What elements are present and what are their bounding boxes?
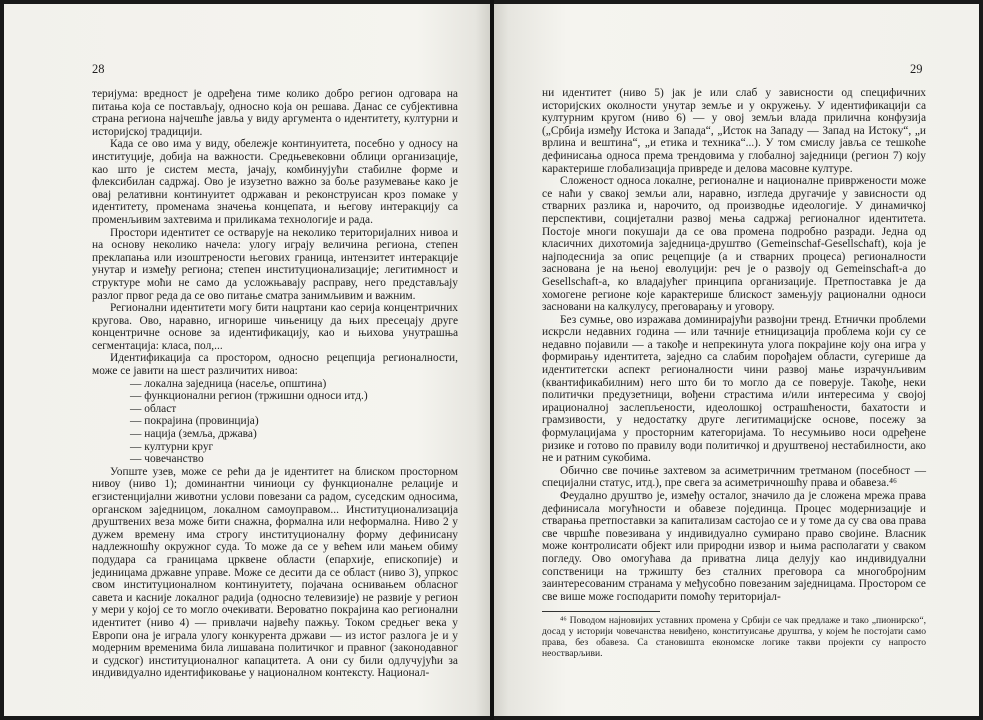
paragraph: Без сумње, ово изражава доминирајући развојни тренд. Етнички проблеми искрсли недавних година — или тачније етницизација проблема који су се недавно појавили — а такође и непрекинута улога покрајине коју она игра у формирању идентитета, заједно са слабим порођајем области, сугерише да идентитетски аспект регионалности чини развој мање израчунљивим (квантификабилним) него што би то могло да се поверује. Такође, неки политички предузетници, вођени страстима и/или интересима у својој ирационалној заслепљености, идеолошкој острашћености, бахатости и грамзивости, у недостатку друге легитимацијске основе, посежу за формулацијама у просторним категоријама. То несумњиво носи одређене ризике и готово по правилу води политичкој и друштвеној нестабилности, ако не и ратним сукобима. [542, 313, 926, 465]
right-page-text [542, 87, 926, 660]
paragraph: Регионални идентитети могу бити нацртани као серија концентричних кругова. Ово, наравно, игнорише чињеницу да њих пресецају друге концентричне основе за идентификацију, као и њихова унутрашња сегментација: класа, пол,... [92, 302, 458, 352]
list-item: — функционални регион (тржишни односи итд.) [130, 390, 458, 403]
list-item: — покрајина (провинција) [130, 415, 458, 428]
page-number: 28 [92, 62, 105, 76]
list-item: — човечанство [130, 453, 458, 466]
paragraph: Феудално друштво је, између осталог, значило да је сложена мрежа права дефинисала могућности и обавезе појединца. Процес модернизације и стварања претпоставки за капитализам састојао се и у томе да су сва ова права све чвршће повезивана у индивидуално сумирано право својине. Власник може контролисати објект или природни извор и њима располагати у сваком погледу. Ово омогућава да приватна лица делују као индивидуални сопственици на тржишту без сталних преговора са многобројним заинтересованим странама у међусобно повезаним заједницама. Простором се све више може господарити помоћу територијал- [542, 490, 926, 603]
list-item: — нација (земља, држава) [130, 428, 458, 441]
paragraph: Уопште узев, може се рећи да је идентитет на блиском просторном нивоу (ниво 1); доминантни чиниоци су функционалне релације и егзистенцијални животни услови повезани са радом, суседским односима, органском заједницом, локалном самоуправом... Институционализација друштвених веза може бити снажна, формална или неформална. Ниво 2 у дужем времену има строгу институционалну форму дефинисану надлежношћу окружног суда. То може да се у већем или мањем обиму подудара са границама црквене области (епархије, епископије) и јединицама државне управе. Може се десити да се област (ниво 3), упркос свом институционалном континуитету, појачана оснивањем обласног савета и касније локалног радија (односно телевизије) не развије у регион у мери у којој се то могло очекивати. Вероватно покрајина као регионални идентитет (ниво 4) — привлачи највећу пажњу. Током средњег века у Европи она је играла улогу конкурента држави — из истог разлога је и у модерним временима била лишавана политичког и правног (законодавног и судског) институционалног капацитета. А они су били одлучујући за индивидуално идентификовање у националном контексту. Национал- [92, 465, 458, 680]
list-item: — локална заједница (насеље, општина) [130, 378, 458, 391]
left-page-text [92, 88, 458, 680]
list-item: — област [130, 403, 458, 416]
paragraph: Када се ово има у виду, обележје континуитета, посебно у односу на институције, добија на важности. Средњевековни облици организације, као што је систем места, јачају, комбинујући стабилне форме и флексибилан садржај. Ово је изузетно важно за боље разумевање како је овај релативни континуитет одржаван и реконструисан кроз помаке у идентитету, променама значења концепата, и његову интеракцију са променљивим захтевима и приликама технологије и рада. [92, 138, 458, 226]
paragraph: Идентификација са простором, односно рецепција регионалности, може се јавити на шест различитих нивоа: [92, 352, 458, 378]
paragraph: Сложеност односа локалне, регионалне и националне привржености може се наћи у свакој земљи али, наравно, изгледа другачије у зависности од стварних разлика и, нарочито, од производње идеологије. У динамичкој перспективи, социјетални развој мења садржај регионалног идентитета. Постоје многи покушаји да се ова промена подробно разради. Једна од класичних дихотомија заједница-друштво (Gemeinschaf-Gesellschaft), која је најподеснија за опис рецепције (а и стварних процеса) регионалности заснована је на њеној еволуцији: реч је о развоју од Gemeinschaft-а до Gesellschaft-а, ко владајућег принципа организације. Претпоставка је да хомогене регионе које карактерише блискост замењују рационални односи засновани на калкулусу, преговарању и уговору. [542, 175, 926, 314]
paragraph: теријума: вредност је одређена тиме колико добро регион одговара на питања која се постављају, односно која он решава. Данас се субјективна страна региона најчешће јавља у виду аргумента о идентитету, културни и историјској традицији. [92, 88, 458, 138]
right-page [494, 4, 979, 716]
page-number: 29 [910, 62, 923, 76]
levels-list [92, 378, 458, 466]
list-item: — културни круг [130, 441, 458, 454]
footnote: ⁴⁶ Поводом најновијих уставних промена у Србији се чак предлаже и тако „пионирско“, досад у историји човечанства невиђено, конституисање друштва, у којем ће постојати само права, без обавеза. Са становишта економске логике такви пројекти су напросто неостварљиви. [542, 615, 926, 659]
paragraph: Обично све почиње захтевом за асиметричним третманом (посебност — специјални статус, итд.), пре свега за асиметричношћу права и обавеза.⁴⁶ [542, 464, 926, 490]
paragraph: ни идентитет (ниво 5) јак је или слаб у зависности од специфичних историјских околности унутар земље и у окружењу. У идентификацији са културним кругом (ниво 6) — у овој земљи влада прилична конфузија („Србија између Истока и Запада“, „Исток на Западу — Запад на Истоку“, „и врлина и вештина“, „и етика и техника“...). У том смислу јавља се тешкоће дефинисања односа према трендовима у глобалној заједници (регион 7) коју карактерише глобализација привреде и делова масовне културе. [542, 87, 926, 175]
left-page [4, 4, 490, 716]
paragraph: Простори идентитет се остварује на неколико територијалних нивоа и на основу неколико начела: улогу играју величина региона, степен преклапања или изоштрености његових граница, интензитет интеракције унутар и између региона; степен институционализације; легитимност и структуре моћи не само да усложњавају расправу, него представљају разлог првог реда да се ово питање сматра занимљивим и важним. [92, 226, 458, 302]
footnote-rule [542, 611, 660, 612]
